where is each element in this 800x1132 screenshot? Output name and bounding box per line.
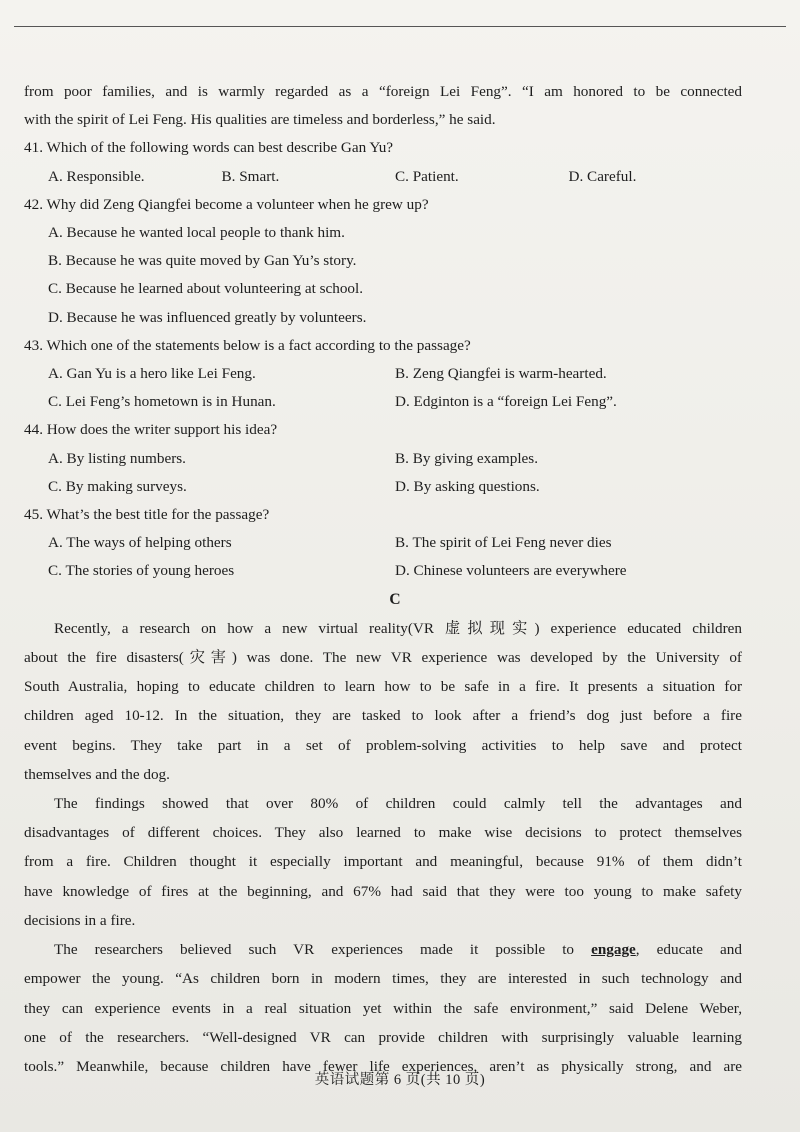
option-d[interactable]: D. Careful. (568, 167, 637, 185)
prev-line-1: from poor families, and is warmly regarded as a “foreign Lei Feng”. “I am honored to be connected (24, 83, 742, 100)
text-line: event begins. They take part in a set of problem-solving activities to help save and protect (24, 736, 742, 754)
question-stem: 41. Which of the following words can best describe Gan Yu? (24, 139, 394, 157)
option-c[interactable]: C. Lei Feng’s hometown is in Hunan. (48, 393, 276, 411)
text-segment: , educate and (635, 941, 742, 959)
text-line: have knowledge of fires at the beginning, and 67% had said that they were too young to make safety (24, 882, 742, 900)
options-row (24, 163, 742, 191)
option-d[interactable]: D. Edginton is a “foreign Lei Feng”. (395, 393, 617, 411)
text-line-content: Recently, a research on how a new virtual reality(VR 虚拟现实) experience educated children (54, 619, 742, 637)
option-b[interactable]: B. Smart. (221, 167, 280, 185)
options-row (24, 557, 742, 585)
options-row (24, 473, 742, 501)
option-d[interactable]: D. By asking questions. (395, 477, 540, 495)
option-d[interactable]: D. Chinese volunteers are everywhere (395, 562, 627, 580)
question-45 (24, 501, 742, 586)
options-row (24, 388, 742, 416)
text-line: decisions in a fire. (24, 911, 136, 929)
section-heading: C (389, 590, 401, 608)
options-row (24, 445, 742, 473)
option-b[interactable]: B. By giving examples. (395, 449, 539, 467)
text-line: disadvantages of different choices. They also learned to make wise decisions to protect themselves (24, 824, 742, 842)
option-a[interactable]: A. Gan Yu is a hero like Lei Feng. (48, 365, 256, 383)
passage-c-paragraph-1 (24, 614, 742, 789)
previous-paragraph (24, 78, 742, 134)
option-a[interactable]: A. Responsible. (48, 167, 145, 185)
text-line: tools.” Meanwhile, because children have fewer life experiences, aren’t as physically strong, and are (24, 1057, 742, 1075)
text-line (24, 614, 742, 643)
text-line: empower the young. “As children born in modern times, they are interested in such technology and (24, 970, 742, 988)
text-line: South Australia, hoping to educate children to learn how to be safe in a fire. It presents a situation for (24, 678, 742, 696)
text-line (24, 935, 742, 964)
option-b[interactable]: B. Zeng Qiangfei is warm-hearted. (395, 365, 607, 383)
question-41 (24, 134, 742, 190)
option-a[interactable]: A. By listing numbers. (48, 449, 186, 467)
option-b[interactable]: B. Because he was quite moved by Gan Yu’s story. (48, 252, 357, 270)
underlined-word-engage: engage (591, 941, 636, 959)
passage-c-paragraph-3 (24, 935, 742, 1081)
question-44 (24, 416, 742, 501)
text-line: they can experience events in a real situation yet within the safe environment,” said Delene Weber, (24, 999, 742, 1017)
options-row (24, 360, 742, 388)
question-43 (24, 332, 742, 417)
text-line-content: The findings showed that over 80% of children could calmly tell the advantages and (54, 795, 742, 813)
text-line: about the fire disasters(灾害) was done. The new VR experience was developed by the University of (24, 649, 742, 667)
page-content (24, 78, 742, 1081)
text-line: one of the researchers. “Well-designed VR can provide children with surprisingly valuable learning (24, 1028, 742, 1046)
question-stem: 42. Why did Zeng Qiangfei become a volunteer when he grew up? (24, 195, 429, 213)
passage-c-paragraph-2 (24, 789, 742, 935)
question-stem: 45. What’s the best title for the passage? (24, 506, 270, 524)
option-d[interactable]: D. Because he was influenced greatly by volunteers. (48, 308, 367, 326)
option-c[interactable]: C. Patient. (395, 167, 459, 185)
question-stem: 43. Which one of the statements below is a fact according to the passage? (24, 336, 471, 354)
option-b[interactable]: B. The spirit of Lei Feng never dies (395, 534, 612, 552)
option-c[interactable]: C. By making surveys. (48, 477, 187, 495)
text-segment: The researchers believed such VR experiences made it possible to (54, 941, 592, 959)
option-a[interactable]: A. Because he wanted local people to thank him. (48, 224, 345, 242)
text-line (24, 789, 742, 818)
option-c[interactable]: C. Because he learned about volunteering at school. (48, 280, 364, 298)
options-row (24, 529, 742, 557)
top-rule (14, 26, 786, 27)
option-c[interactable]: C. The stories of young heroes (48, 562, 235, 580)
option-a[interactable]: A. The ways of helping others (48, 534, 232, 552)
question-stem: 44. How does the writer support his idea? (24, 421, 278, 439)
question-42 (24, 191, 742, 332)
prev-line-2: with the spirit of Lei Feng. His qualities are timeless and borderless,” he said. (24, 111, 496, 129)
page-footer: 英语试题第 6 页(共 10 页) (314, 1072, 486, 1088)
text-line: children aged 10-12. In the situation, they are tasked to look after a friend’s dog just before a fire (24, 707, 742, 725)
text-line: from a fire. Children thought it especially important and meaningful, because 91% of them didn’t (24, 853, 742, 871)
options-list (24, 219, 742, 332)
text-line: themselves and the dog. (24, 765, 170, 783)
